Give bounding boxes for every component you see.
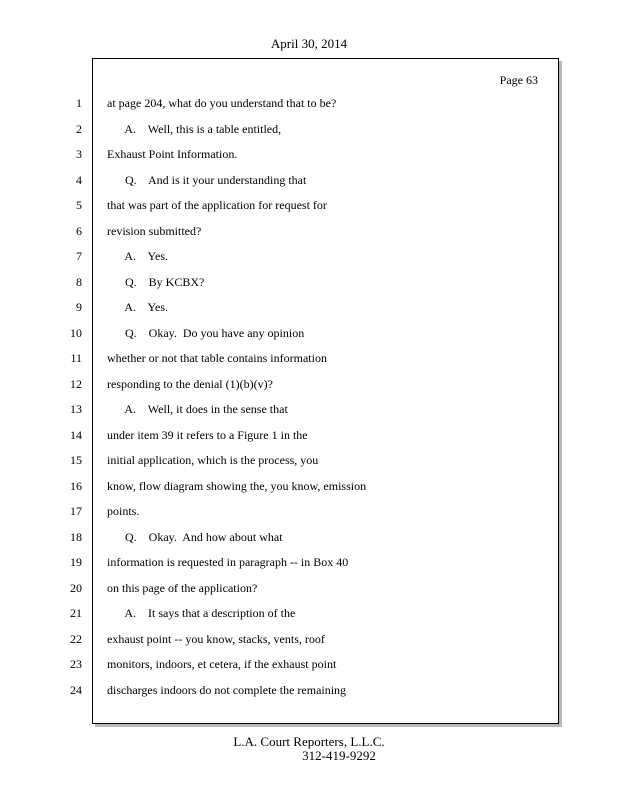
line-text: monitors, indoors, et cetera, if the exhaust point [107, 657, 337, 671]
line-number: 18 [70, 530, 82, 544]
line-number: 15 [70, 453, 82, 467]
line-number: 9 [76, 300, 82, 314]
line-text: A. Yes. [107, 249, 169, 263]
line-number: 24 [70, 683, 82, 697]
line-text: A. Well, this is a table entitled, [107, 122, 282, 136]
line-text: A. Yes. [107, 300, 169, 314]
line-number: 22 [70, 632, 82, 646]
line-text: on this page of the application? [107, 581, 258, 595]
line-number: 10 [70, 326, 82, 340]
header-date: April 30, 2014 [270, 36, 348, 51]
line-text: Q. Okay. Do you have any opinion [107, 326, 305, 340]
line-number: 21 [70, 606, 82, 620]
line-number: 2 [76, 122, 82, 136]
line-text: revision submitted? [107, 224, 202, 238]
line-text: information is requested in paragraph -- in Box 40 [107, 555, 349, 569]
line-number: 3 [76, 147, 82, 161]
line-number: 23 [70, 657, 82, 671]
line-number: 4 [76, 173, 82, 187]
line-number: 7 [76, 249, 82, 263]
line-number: 17 [70, 504, 82, 518]
line-number: 14 [70, 428, 82, 442]
line-text: responding to the denial (1)(b)(v)? [107, 377, 273, 391]
line-number: 20 [70, 581, 82, 595]
line-text: initial application, which is the process, you [107, 453, 319, 467]
line-number: 16 [70, 479, 82, 493]
footer-phone: 312-419-9292 [302, 748, 376, 763]
line-text: Q. By KCBX? [107, 275, 205, 289]
page-number: Page 63 [499, 73, 538, 87]
line-number: 13 [70, 402, 82, 416]
line-text: Q. Okay. And how about what [107, 530, 283, 544]
line-text: Q. And is it your understanding that [107, 173, 307, 187]
line-text: Exhaust Point Information. [107, 147, 238, 161]
line-text: exhaust point -- you know, stacks, vents, roof [107, 632, 325, 646]
line-number: 5 [76, 198, 82, 212]
line-text: A. It says that a description of the [107, 606, 296, 620]
line-text: at page 204, what do you understand that to be? [107, 96, 337, 110]
line-text: that was part of the application for request for [107, 198, 327, 212]
line-number: 6 [76, 224, 82, 238]
line-text: discharges indoors do not complete the remaining [107, 683, 347, 697]
line-number: 8 [76, 275, 82, 289]
line-text: know, flow diagram showing the, you know, emission [107, 479, 367, 493]
line-text: points. [107, 504, 140, 518]
line-text: whether or not that table contains information [107, 351, 327, 365]
footer-company: L.A. Court Reporters, L.L.C. [233, 734, 385, 749]
line-text: A. Well, it does in the sense that [107, 402, 288, 416]
line-text: under item 39 it refers to a Figure 1 in the [107, 428, 308, 442]
line-number: 19 [70, 555, 82, 569]
line-number: 1 [76, 96, 82, 110]
line-number: 11 [70, 351, 82, 365]
line-number: 12 [70, 377, 82, 391]
